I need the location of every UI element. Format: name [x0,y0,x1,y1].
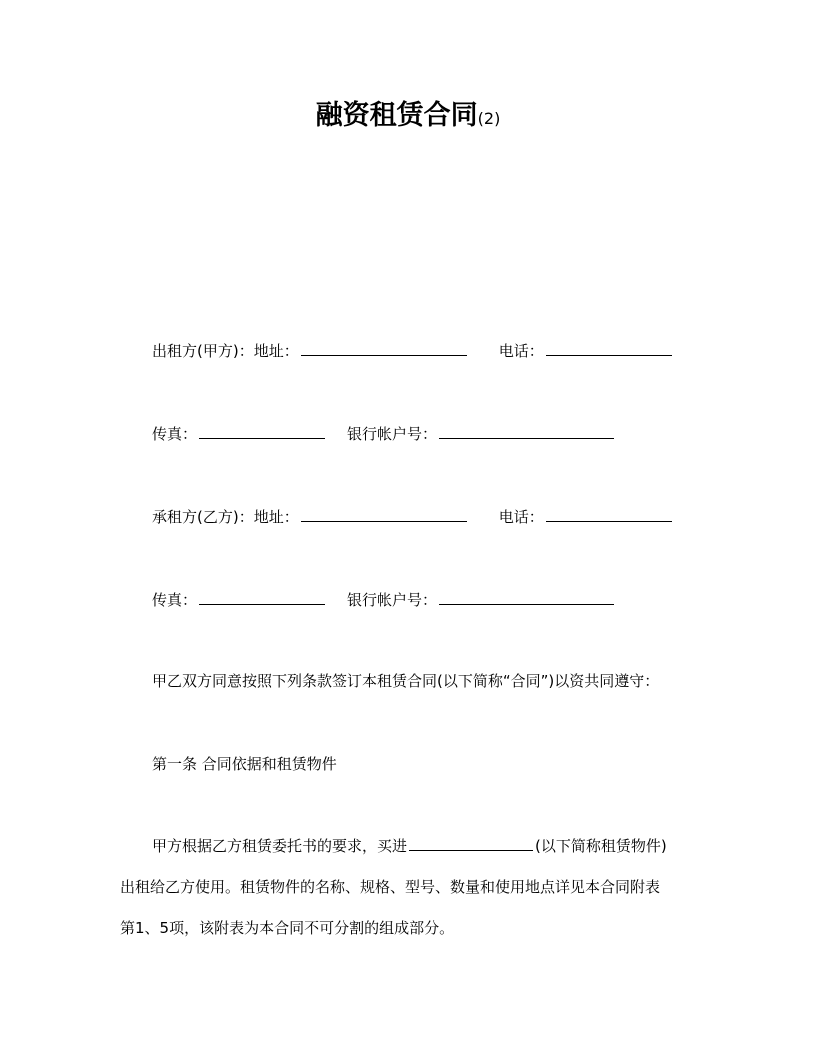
title-text: 融资租赁合同 [315,100,478,131]
article-1-text-b: (以下简称租赁物件) [535,837,667,855]
lessor-address-field[interactable] [301,338,467,356]
lessor-address-row [152,338,674,362]
lessee-bank-label: 银行帐户号： [347,591,438,609]
document-title [0,98,816,137]
lessee-bank-field[interactable] [439,587,614,605]
lessor-fax-label: 传真： [152,425,198,443]
article-1-paragraph [120,826,700,949]
lessor-address-label: 出租方(甲方)：地址： [152,342,299,360]
lessor-bank-field[interactable] [439,421,614,439]
title-suffix: (2) [477,109,501,128]
lessee-fax-label: 传真： [152,591,198,609]
lessor-fax-field[interactable] [199,421,325,439]
lessee-address-row [152,504,674,528]
article-1-line-2: 出租给乙方使用。租赁物件的名称、规格、型号、数量和使用地点详见本合同附表 [120,878,661,896]
lessee-address-field[interactable] [301,504,467,522]
lessee-phone-label: 电话： [498,508,544,526]
intro-paragraph: 甲乙双方同意按照下列条款签订本租赁合同(以下简称“合同”)以资共同遵守： [152,672,660,690]
lessee-fax-field[interactable] [199,587,325,605]
lessee-phone-field[interactable] [546,504,672,522]
article-1-heading: 第一条 合同依据和租赁物件 [152,755,337,773]
lessee-fax-row [152,587,616,611]
article-1-text-a: 甲方根据乙方租赁委托书的要求，买进 [152,837,408,855]
lessor-phone-field[interactable] [546,338,672,356]
article-1-line-3: 第1、5项，该附表为本合同不可分割的组成部分。 [120,919,455,937]
lessor-fax-row [152,421,616,445]
leased-item-field[interactable] [409,833,533,851]
lessor-phone-label: 电话： [498,342,544,360]
article-1-line-1 [120,826,700,867]
lessor-bank-label: 银行帐户号： [347,425,438,443]
lessee-address-label: 承租方(乙方)：地址： [152,508,299,526]
